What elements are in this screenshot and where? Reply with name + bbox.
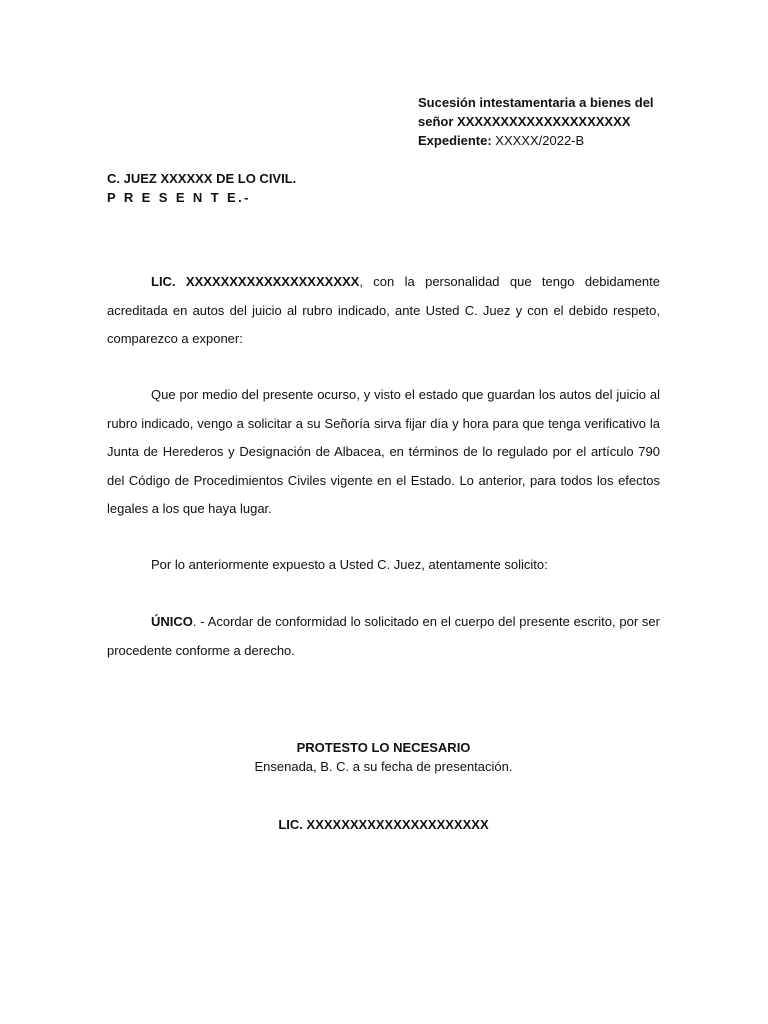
- paragraph-petition-intro: Por lo anteriormente expuesto a Usted C. Juez, atentamente solicito:: [151, 557, 548, 572]
- unico-label: ÚNICO: [151, 614, 193, 629]
- protesto-line: PROTESTO LO NECESARIO: [296, 740, 471, 755]
- case-file-number: [418, 131, 678, 150]
- expediente-value: XXXXX/2022-B: [491, 133, 585, 148]
- case-heading: [418, 93, 678, 150]
- paragraph-appearance-text: , con la personalidad que tengo debidamente acreditada en autos del juicio al rubro indicado, ante Usted C. Juez y con el debido respeto, comparezco a exponer:: [107, 274, 660, 346]
- expediente-label: Expediente:: [418, 133, 492, 148]
- paragraph-request: Que por medio del presente ocurso, y visto el estado que guardan los autos del juicio al rubro indicado, vengo a solicitar a su Señoría sirva fijar día y hora para que tenga verificativo la Junta de Herederos y Designación de Albacea, en términos de lo regulado por el artículo 790 del Código de Procedimientos Civiles vigente en el Estado. Lo anterior, para todos los efectos legales a los que haya lugar.: [107, 387, 660, 516]
- attorney-name: LIC. XXXXXXXXXXXXXXXXXXXX: [151, 274, 360, 289]
- paragraph-appearance: [107, 268, 660, 354]
- paragraph-unico: [107, 608, 660, 665]
- judge-line: C. JUEZ XXXXXX DE LO CIVIL.: [107, 171, 297, 186]
- case-title-line2: señor XXXXXXXXXXXXXXXXXXXX: [418, 114, 631, 129]
- addressee-block: [107, 169, 296, 207]
- presente-line: P R E S E N T E.-: [107, 190, 251, 205]
- closing-block: [107, 738, 660, 776]
- signature-line: LIC. XXXXXXXXXXXXXXXXXXXXX: [278, 817, 489, 832]
- case-title-line1: Sucesión intestamentaria a bienes del: [418, 95, 654, 110]
- unico-text: . - Acordar de conformidad lo solicitado en el cuerpo del presente escrito, por ser procedente conforme a derecho.: [107, 614, 660, 658]
- place-date-line: Ensenada, B. C. a su fecha de presentación.: [254, 759, 513, 774]
